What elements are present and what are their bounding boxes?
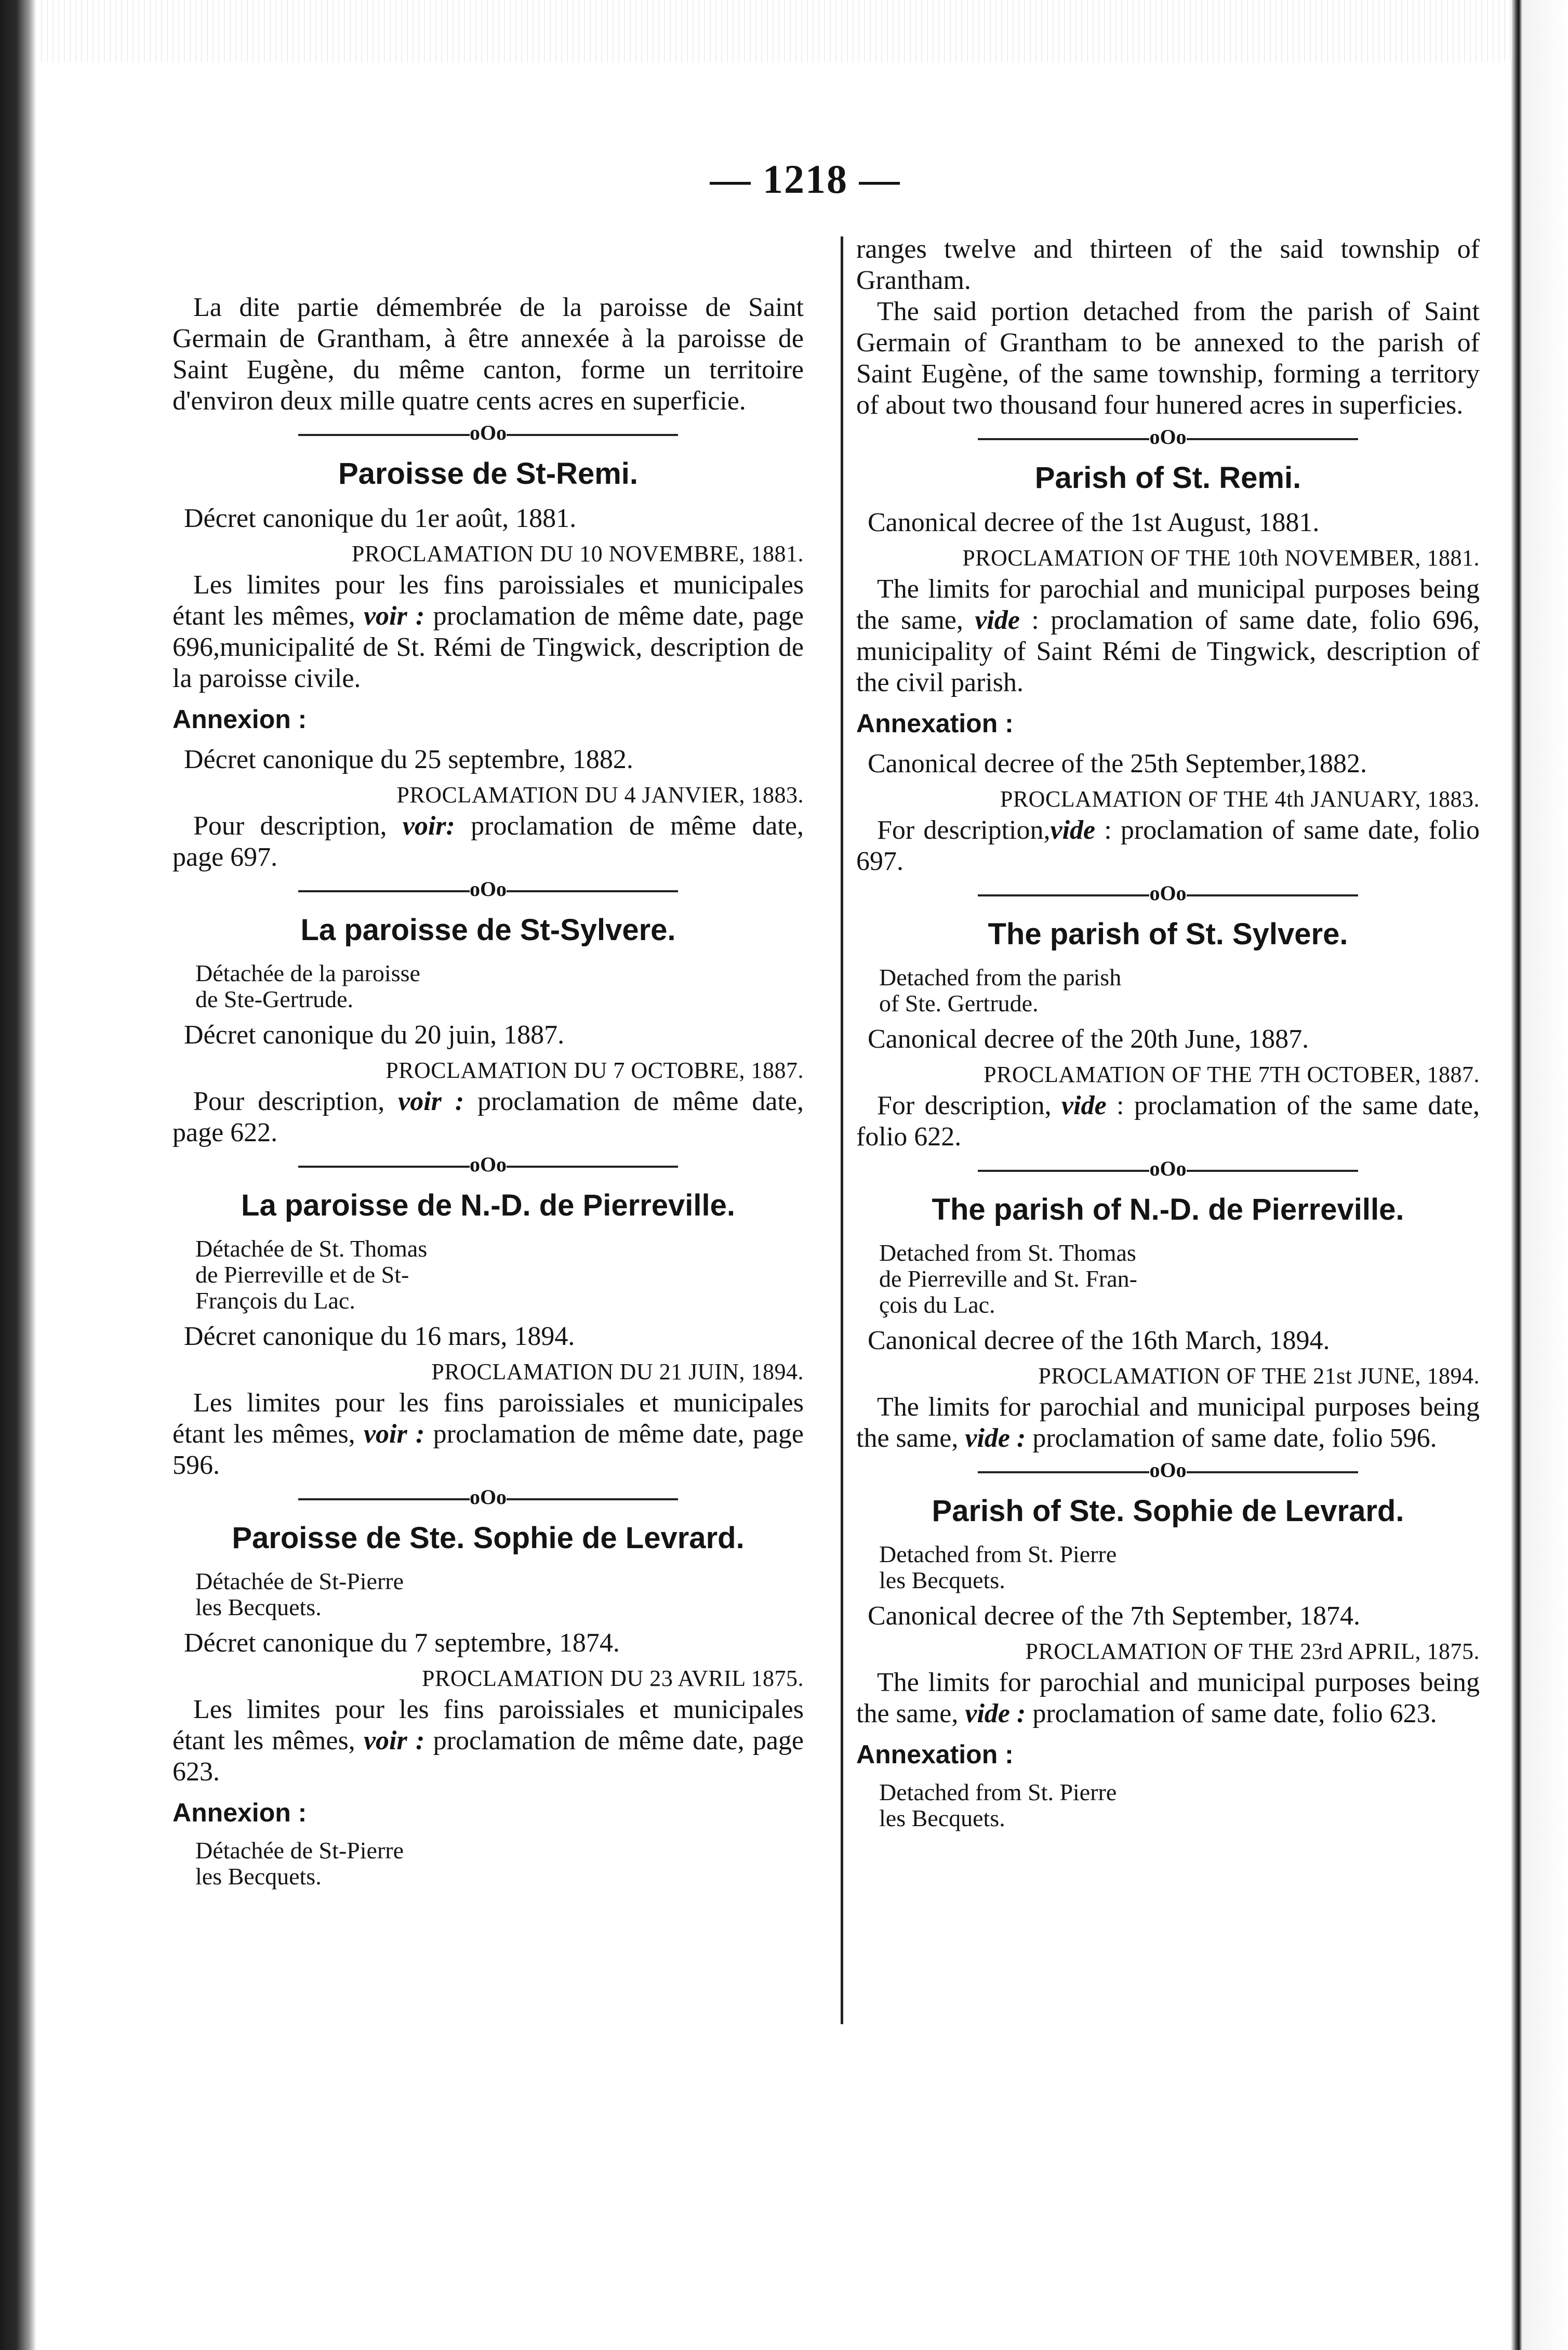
intro-continuation: ranges twelve and thirteen of the said township of Grantham. — [856, 234, 1480, 295]
column-divider — [841, 236, 843, 2024]
decree-line: Canonical decree of the 25th September,1882. — [868, 749, 1367, 778]
separator: oOo — [856, 421, 1480, 453]
annex-label: Annexation : — [856, 1740, 1014, 1769]
detached-note: Detached from St. Pierre les Becquets. — [879, 1779, 1117, 1831]
section-heading: Paroisse de St-Remi. — [338, 457, 638, 491]
limits-paragraph: Les limites pour les fins paroissiales et municipales étant les mêmes, voir : proclamation de même date, page 596. — [172, 1388, 804, 1480]
section-heading: Parish of St. Remi. — [1034, 461, 1301, 495]
separator: oOo — [856, 877, 1480, 909]
proclamation-line: PROCLAMATION DU 23 AVRIL 1875. — [422, 1666, 804, 1691]
decree-line: Décret canonique du 25 septembre, 1882. — [184, 745, 633, 774]
proclamation-line: PROCLAMATION OF THE 4th JANUARY, 1883. — [1000, 786, 1480, 812]
proclamation-line: PROCLAMATION OF THE 7TH OCTOBER, 1887. — [984, 1062, 1480, 1087]
limits-paragraph: The limits for parochial and municipal purposes being the same, vide : proclamation of same date, folio 696, municipality of Saint Rémi de Tingwick, description of the civil parish. — [856, 574, 1480, 697]
decree-line: Canonical decree of the 20th June, 1887. — [868, 1024, 1309, 1054]
decree-line: Décret canonique du 1er août, 1881. — [184, 504, 577, 533]
separator: oOo — [172, 1481, 804, 1513]
description-paragraph: For description, vide : proclamation of the same date, folio 622. — [856, 1091, 1480, 1152]
annex-label: Annexion : — [172, 1798, 307, 1827]
decree-line: Canonical decree of the 1st August, 1881. — [868, 508, 1320, 537]
adjacent-page-edge — [1511, 0, 1568, 2350]
limits-paragraph: The limits for parochial and municipal purposes being the same, vide : proclamation of same date, folio 623. — [856, 1668, 1480, 1728]
section-heading: La paroisse de St-Sylvere. — [300, 913, 676, 947]
section-heading: The parish of St. Sylvere. — [988, 917, 1348, 951]
page-number: — 1218 — — [710, 156, 901, 202]
scan-noise-band — [36, 0, 1512, 62]
annex-label: Annexation : — [856, 709, 1014, 738]
separator: oOo — [172, 417, 804, 449]
detached-note: Détachée de St-Pierre les Becquets. — [195, 1837, 404, 1890]
proclamation-line: PROCLAMATION DU 7 OCTOBRE, 1887. — [386, 1058, 804, 1083]
limits-paragraph: Les limites pour les fins paroissiales et municipales étant les mêmes, voir : proclamation de même date, page 623. — [172, 1695, 804, 1787]
limits-paragraph: Les limites pour les fins paroissiales et municipales étant les mêmes, voir : proclamation de même date, page 696,municipalité de St. Rémi de Tingwick, description de la paroisse civile. — [172, 570, 804, 693]
binding-shadow-left — [0, 0, 36, 2350]
description-paragraph: For description,vide : proclamation of same date, folio 697. — [856, 815, 1480, 876]
separator: oOo — [172, 873, 804, 905]
section-heading: The parish of N.-D. de Pierreville. — [932, 1193, 1404, 1226]
proclamation-line: PROCLAMATION DU 21 JUIN, 1894. — [431, 1359, 804, 1384]
detached-note: Detached from St. Pierre les Becquets. — [879, 1541, 1117, 1593]
intro-paragraph: La dite partie démembrée de la paroisse de Saint Germain de Grantham, à être annexée à la paroisse de Saint Eugène, du même canton, forme un territoire d'environ deux mille quatre cents acres en superficie. — [172, 293, 804, 416]
english-column — [856, 234, 1480, 1839]
french-column — [172, 234, 804, 1897]
decree-line: Canonical decree of the 16th March, 1894. — [868, 1326, 1330, 1355]
proclamation-line: PROCLAMATION OF THE 10th NOVEMBER, 1881. — [962, 545, 1480, 571]
decree-line: Décret canonique du 16 mars, 1894. — [184, 1322, 575, 1351]
detached-note: Détachée de la paroisse de Ste-Gertrude. — [195, 960, 420, 1012]
separator: oOo — [856, 1153, 1480, 1185]
separator: oOo — [172, 1148, 804, 1181]
separator: oOo — [856, 1454, 1480, 1486]
decree-line: Décret canonique du 7 septembre, 1874. — [184, 1628, 620, 1658]
description-paragraph: Pour description, voir: proclamation de même date, page 697. — [172, 811, 804, 872]
section-heading: Paroisse de Ste. Sophie de Levrard. — [232, 1521, 745, 1555]
proclamation-line: PROCLAMATION DU 4 JANVIER, 1883. — [396, 782, 804, 808]
intro-paragraph: The said portion detached from the parish of Saint Germain of Grantham to be annexed to the parish of Saint Eugène, of the same township, forming a territory of about two thousand four hunered acres in superficies. — [856, 297, 1480, 420]
proclamation-line: PROCLAMATION DU 10 NOVEMBRE, 1881. — [351, 541, 804, 566]
section-heading: La paroisse de N.-D. de Pierreville. — [241, 1189, 735, 1222]
proclamation-line: PROCLAMATION OF THE 21st JUNE, 1894. — [1038, 1363, 1480, 1389]
proclamation-line: PROCLAMATION OF THE 23rd APRIL, 1875. — [1025, 1639, 1480, 1664]
detached-note: Detached from the parish of Ste. Gertrude. — [879, 964, 1122, 1016]
detached-note: Detached from St. Thomas de Pierreville and St. Fran- çois du Lac. — [879, 1239, 1137, 1318]
section-heading: Parish of Ste. Sophie de Levrard. — [932, 1494, 1404, 1528]
detached-note: Détachée de St-Pierre les Becquets. — [195, 1568, 404, 1620]
decree-line: Décret canonique du 20 juin, 1887. — [184, 1020, 565, 1050]
decree-line: Canonical decree of the 7th September, 1874. — [868, 1601, 1361, 1631]
limits-paragraph: The limits for parochial and municipal purposes being the same, vide : proclamation of same date, folio 596. — [856, 1392, 1480, 1453]
description-paragraph: Pour description, voir : proclamation de même date, page 622. — [172, 1087, 804, 1147]
annex-label: Annexion : — [172, 705, 307, 734]
detached-note: Détachée de St. Thomas de Pierreville et de St- François du Lac. — [195, 1235, 428, 1314]
